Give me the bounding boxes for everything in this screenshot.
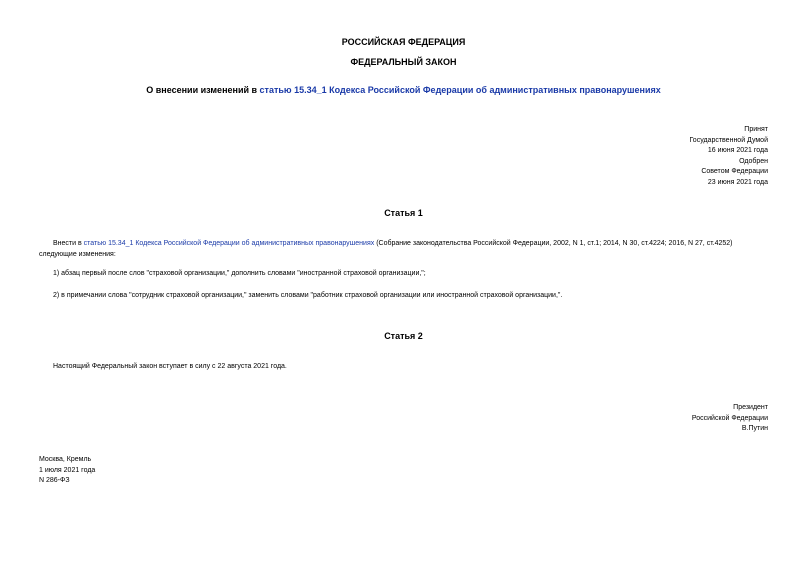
document-law-type: ФЕДЕРАЛЬНЫЙ ЗАКОН [350, 57, 457, 67]
footer-line: 1 июля 2021 года [39, 466, 96, 474]
document-title [0, 85, 807, 95]
adoption-line: 23 июня 2021 года [707, 178, 768, 186]
document-country: РОССИЙСКАЯ ФЕДЕРАЦИЯ [341, 37, 466, 47]
adoption-line: Советом Федерации [701, 168, 768, 175]
signature-line: В.Путин [741, 425, 768, 432]
adoption-block [689, 125, 768, 188]
adoption-line: 16 июня 2021 года [707, 147, 768, 154]
document-title-prefix: О внесении изменений в [146, 85, 260, 95]
signature-line: Российской Федерации [691, 414, 768, 422]
adoption-line: Государственной Думой [689, 136, 768, 144]
footer-block [39, 455, 95, 487]
article-1-heading: Статья 1 [384, 208, 423, 218]
footer-line: N 286-ФЗ [39, 477, 70, 484]
article-2-text: Настоящий Федеральный закон вступает в силу с 22 августа 2021 года. [53, 363, 287, 370]
article-1-intro-prefix: Внести в [53, 240, 84, 247]
article-1-item-1: 1) абзац первый после слов "страховой организации," дополнить словами "иностранной страховой организации,"; [53, 270, 426, 277]
signature-line: Президент [733, 404, 768, 411]
article-1-intro [39, 238, 768, 260]
article-2-heading: Статья 2 [384, 331, 423, 341]
adoption-line: Принят [744, 126, 768, 133]
document-title-link[interactable]: статью 15.34_1 Кодекса Российской Федерации об административных правонарушениях [259, 85, 661, 95]
adoption-line: Одобрен [739, 157, 768, 165]
article-1-intro-suffix: (Собрание законодательства Российской Федерации, 2002, N 1, ст.1; 2014, N 30, ст.4224; 2016, N 27, ст.4252) следующие изменения: [39, 240, 733, 258]
article-1-intro-link[interactable]: статью 15.34_1 Кодекса Российской Федерации об административных правонарушениях [83, 240, 375, 247]
signature-block [692, 403, 768, 435]
footer-line: Москва, Кремль [39, 456, 92, 463]
article-1-item-2: 2) в примечании слова "сотрудник страховой организации," заменить словами "работник страховой организации или иностранной страховой организации,". [53, 292, 563, 299]
